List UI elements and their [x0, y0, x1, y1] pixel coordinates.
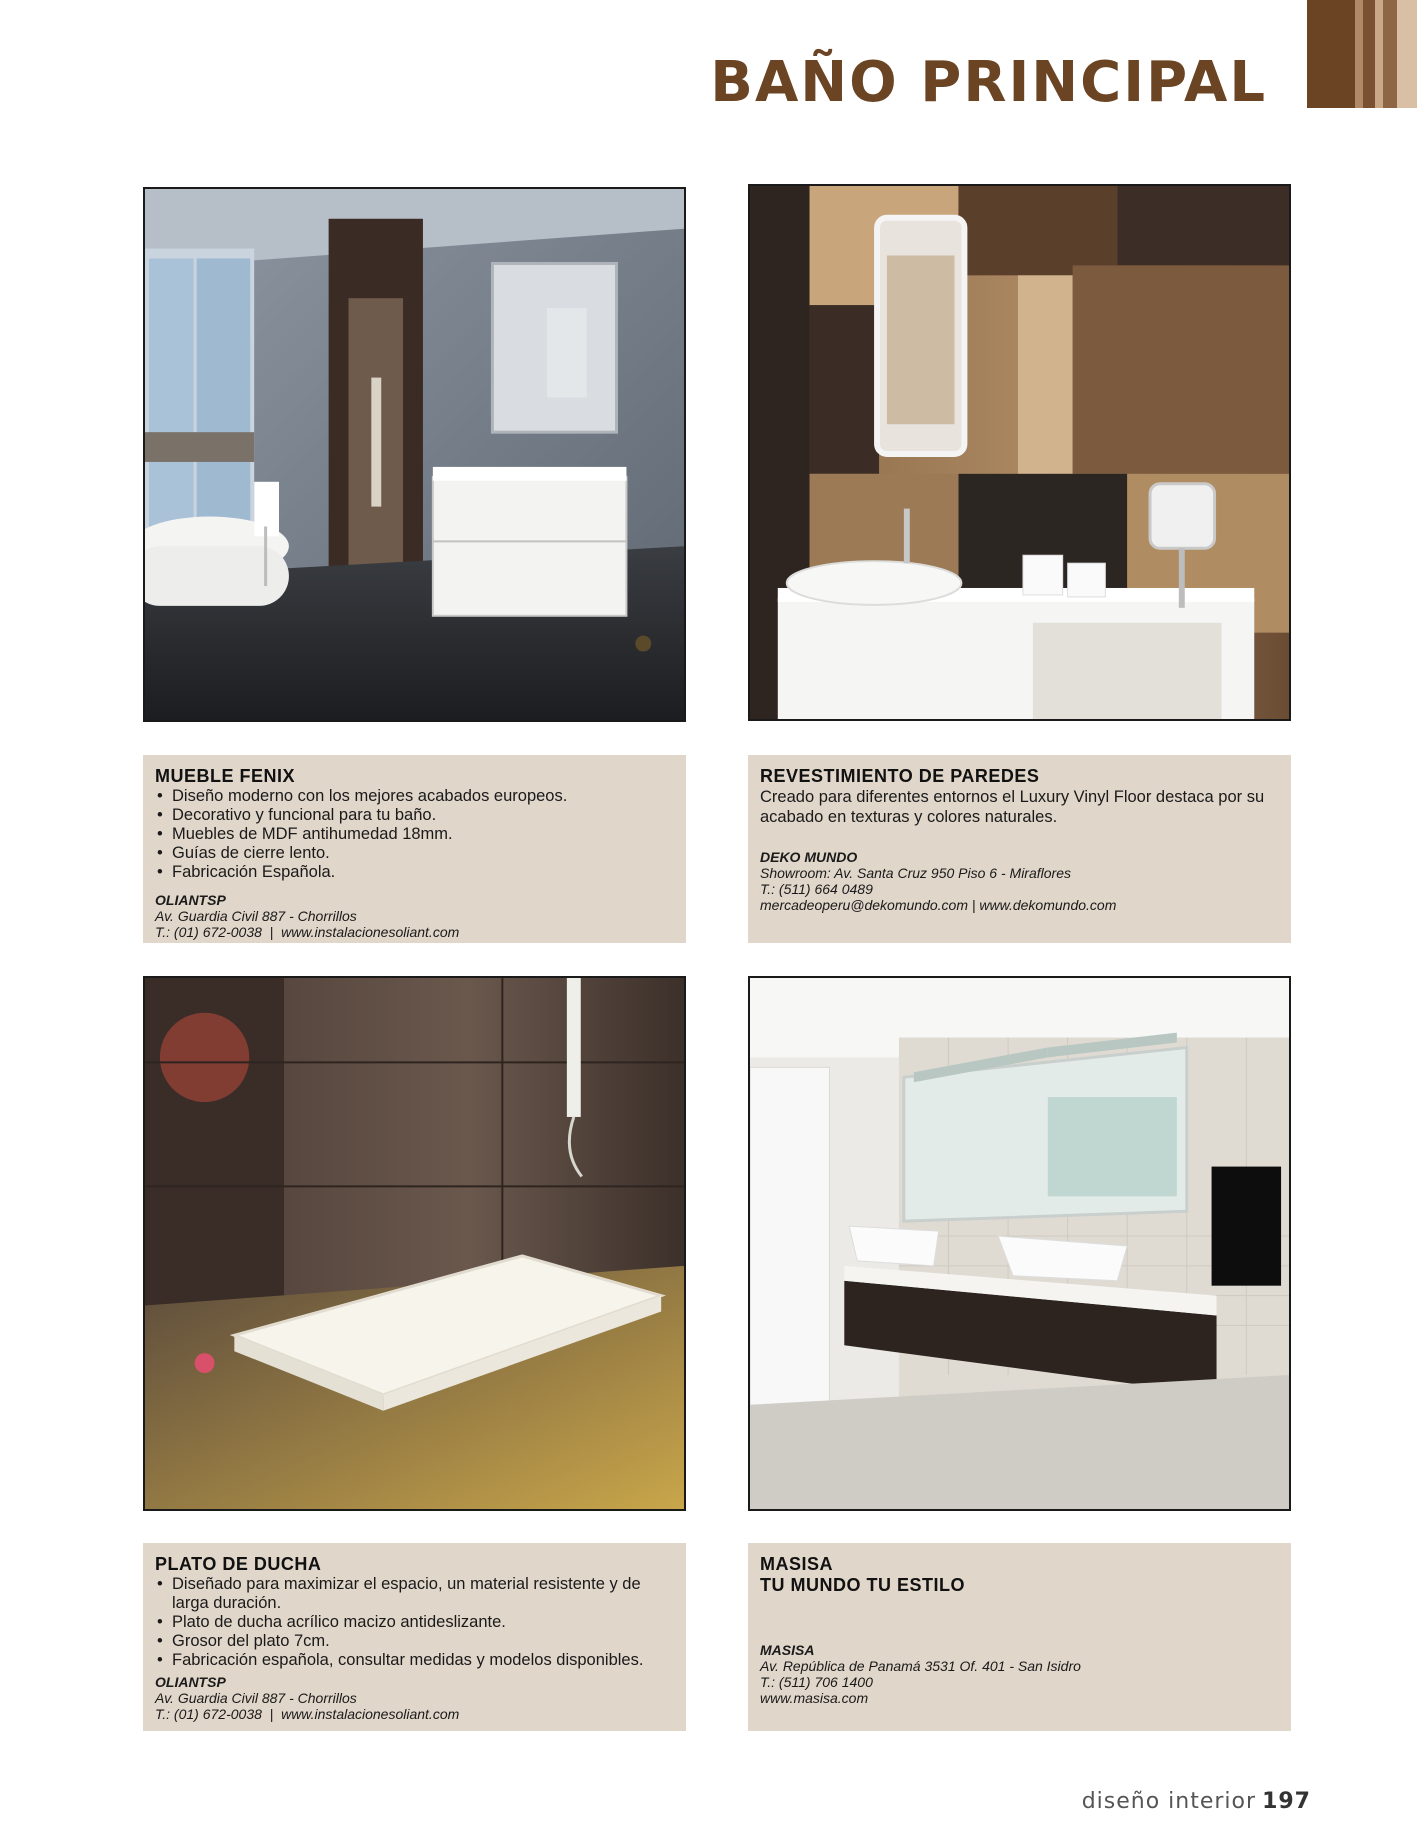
magazine-name: diseño interior: [1081, 1789, 1257, 1814]
list-item: • Diseño moderno con los mejores acabados europeos.: [155, 787, 674, 806]
masisa-photo: [748, 976, 1291, 1511]
page-footer: [1082, 1789, 1311, 1814]
company-contact[interactable]: mercadeoperu@dekomundo.com | www.dekomundo.com: [760, 897, 1117, 913]
company-name: DEKO MUNDO: [760, 849, 858, 865]
page-number: 197: [1262, 1789, 1311, 1814]
list-item: • Muebles de MDF antihumedad 18mm.: [155, 825, 674, 844]
company-name: OLIANTSP: [155, 1674, 226, 1690]
company-name: OLIANTSP: [155, 892, 226, 908]
product-title: REVESTIMIENTO DE PAREDES: [760, 766, 1040, 786]
product-title: PLATO DE DUCHA: [155, 1554, 322, 1574]
plato-ducha-photo: [143, 976, 686, 1511]
title-color-bars: [1307, 0, 1417, 108]
list-item: • Fabricación española, consultar medidas y modelos disponibles.: [155, 1651, 674, 1670]
company-address: Av. República de Panamá 3531 Of. 401 - San Isidro: [760, 1658, 1081, 1674]
masisa-info: [748, 1543, 1291, 1731]
company-showroom: Showroom: Av. Santa Cruz 950 Piso 6 - Miraflores: [760, 865, 1071, 881]
product-description: Creado para diferentes entornos el Luxury Vinyl Floor destaca por su acabado en texturas y colores naturales.: [760, 788, 1265, 826]
mueble-fenix-photo: [143, 187, 686, 722]
list-item: • Guías de cierre lento.: [155, 844, 674, 863]
company-contact[interactable]: T.: (01) 672-0038 | www.instalacionesoliant.com: [155, 924, 460, 940]
feature-list: [155, 1575, 674, 1670]
list-item: • Fabricación Española.: [155, 863, 674, 882]
revestimiento-photo: [748, 184, 1291, 721]
company-contact[interactable]: T.: (01) 672-0038 | www.instalacionesoliant.com: [155, 1706, 460, 1722]
product-title: MUEBLE FENIX: [155, 766, 296, 786]
company-name: MASISA: [760, 1642, 815, 1658]
list-item: • Diseñado para maximizar el espacio, un material resistente y de larga duración.: [155, 1575, 674, 1613]
company-address: Av. Guardia Civil 887 - Chorrillos: [155, 908, 357, 924]
company-phone: T.: (511) 664 0489: [760, 881, 873, 897]
list-item: • Decorativo y funcional para tu baño.: [155, 806, 674, 825]
feature-list: [155, 787, 674, 882]
page-title: BAÑO PRINCIPAL: [710, 50, 1267, 115]
list-item: • Grosor del plato 7cm.: [155, 1632, 674, 1651]
plato-ducha-info: [143, 1543, 686, 1731]
product-title: MASISA: [760, 1554, 834, 1574]
product-subtitle: TU MUNDO TU ESTILO: [760, 1575, 965, 1595]
company-phone: T.: (511) 706 1400: [760, 1674, 873, 1690]
list-item: • Plato de ducha acrílico macizo antideslizante.: [155, 1613, 674, 1632]
mueble-fenix-info: [143, 755, 686, 943]
company-address: Av. Guardia Civil 887 - Chorrillos: [155, 1690, 357, 1706]
revestimiento-info: [748, 755, 1291, 943]
company-website[interactable]: www.masisa.com: [760, 1690, 869, 1706]
